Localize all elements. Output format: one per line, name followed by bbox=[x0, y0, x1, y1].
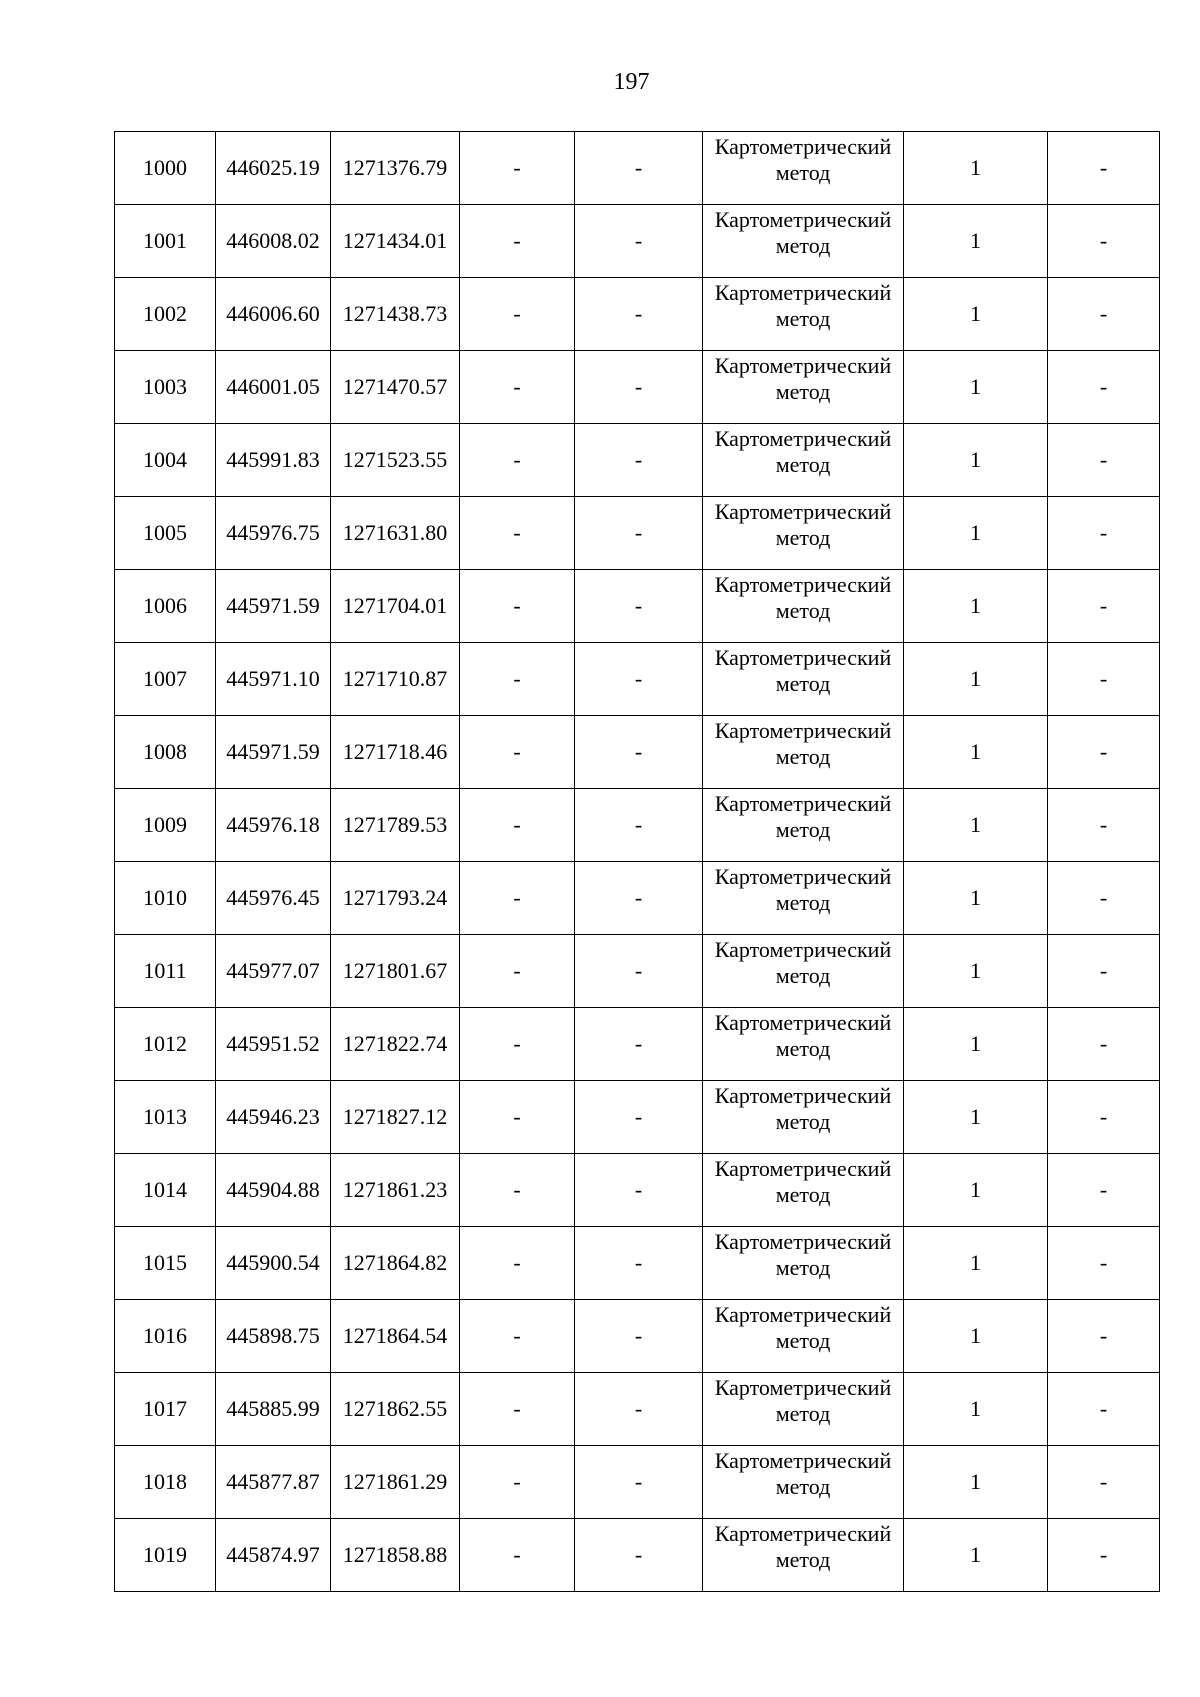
y-coordinate-cell: 1271822.74 bbox=[331, 1008, 460, 1081]
column-5-cell: - bbox=[575, 1446, 703, 1519]
y-coordinate-cell: 1271864.54 bbox=[331, 1300, 460, 1373]
method-line-1: Картометрический bbox=[714, 1302, 892, 1327]
column-8-cell: - bbox=[1048, 935, 1160, 1008]
column-8-cell: - bbox=[1048, 205, 1160, 278]
method-cell bbox=[703, 1446, 904, 1519]
method-line-1: Картометрический bbox=[714, 1521, 892, 1546]
table-row bbox=[115, 1300, 1160, 1373]
method-cell bbox=[703, 570, 904, 643]
method-line-1: Картометрический bbox=[714, 864, 892, 889]
method-line-2: метод bbox=[775, 525, 831, 550]
table-row bbox=[115, 1154, 1160, 1227]
column-8-cell: - bbox=[1048, 132, 1160, 205]
column-4-cell: - bbox=[460, 643, 575, 716]
method-line-2: метод bbox=[775, 233, 831, 258]
method-line-1: Картометрический bbox=[714, 937, 892, 962]
method-cell bbox=[703, 351, 904, 424]
method-line-1: Картометрический bbox=[714, 572, 892, 597]
column-8-cell: - bbox=[1048, 716, 1160, 789]
column-7-cell: 1 bbox=[904, 1227, 1048, 1300]
method-cell bbox=[703, 1008, 904, 1081]
method-line-1: Картометрический bbox=[714, 718, 892, 743]
method-cell bbox=[703, 1373, 904, 1446]
method-line-2: метод bbox=[775, 452, 831, 477]
column-4-cell: - bbox=[460, 1227, 575, 1300]
table-row bbox=[115, 132, 1160, 205]
column-4-cell: - bbox=[460, 497, 575, 570]
y-coordinate-cell: 1271376.79 bbox=[331, 132, 460, 205]
x-coordinate-cell: 445976.75 bbox=[216, 497, 331, 570]
method-cell bbox=[703, 1154, 904, 1227]
point-number-cell: 1017 bbox=[115, 1373, 216, 1446]
table-row bbox=[115, 497, 1160, 570]
point-number-cell: 1015 bbox=[115, 1227, 216, 1300]
x-coordinate-cell: 445904.88 bbox=[216, 1154, 331, 1227]
column-7-cell: 1 bbox=[904, 1008, 1048, 1081]
point-number-cell: 1001 bbox=[115, 205, 216, 278]
column-8-cell: - bbox=[1048, 643, 1160, 716]
column-5-cell: - bbox=[575, 1373, 703, 1446]
column-5-cell: - bbox=[575, 351, 703, 424]
y-coordinate-cell: 1271864.82 bbox=[331, 1227, 460, 1300]
method-line-1: Картометрический bbox=[714, 426, 892, 451]
method-line-2: метод bbox=[775, 160, 831, 185]
x-coordinate-cell: 445900.54 bbox=[216, 1227, 331, 1300]
column-4-cell: - bbox=[460, 1008, 575, 1081]
page-number: 197 bbox=[613, 69, 650, 95]
column-7-cell: 1 bbox=[904, 1154, 1048, 1227]
column-5-cell: - bbox=[575, 205, 703, 278]
method-line-1: Картометрический bbox=[714, 1083, 892, 1108]
column-7-cell: 1 bbox=[904, 278, 1048, 351]
table-row bbox=[115, 1227, 1160, 1300]
table-row bbox=[115, 205, 1160, 278]
column-5-cell: - bbox=[575, 1081, 703, 1154]
point-number-cell: 1012 bbox=[115, 1008, 216, 1081]
column-8-cell: - bbox=[1048, 278, 1160, 351]
method-cell bbox=[703, 132, 904, 205]
x-coordinate-cell: 446025.19 bbox=[216, 132, 331, 205]
y-coordinate-cell: 1271801.67 bbox=[331, 935, 460, 1008]
x-coordinate-cell: 445946.23 bbox=[216, 1081, 331, 1154]
method-cell bbox=[703, 497, 904, 570]
method-line-2: метод bbox=[775, 890, 831, 915]
method-line-1: Картометрический bbox=[714, 1375, 892, 1400]
column-8-cell: - bbox=[1048, 1446, 1160, 1519]
method-cell bbox=[703, 278, 904, 351]
y-coordinate-cell: 1271862.55 bbox=[331, 1373, 460, 1446]
column-7-cell: 1 bbox=[904, 1373, 1048, 1446]
y-coordinate-cell: 1271438.73 bbox=[331, 278, 460, 351]
x-coordinate-cell: 445951.52 bbox=[216, 1008, 331, 1081]
method-line-2: метод bbox=[775, 379, 831, 404]
x-coordinate-cell: 446008.02 bbox=[216, 205, 331, 278]
column-8-cell: - bbox=[1048, 497, 1160, 570]
x-coordinate-cell: 446006.60 bbox=[216, 278, 331, 351]
column-7-cell: 1 bbox=[904, 643, 1048, 716]
column-8-cell: - bbox=[1048, 1008, 1160, 1081]
column-4-cell: - bbox=[460, 789, 575, 862]
method-line-1: Картометрический bbox=[714, 791, 892, 816]
column-7-cell: 1 bbox=[904, 1300, 1048, 1373]
column-4-cell: - bbox=[460, 1081, 575, 1154]
method-line-2: метод bbox=[775, 1547, 831, 1572]
column-7-cell: 1 bbox=[904, 424, 1048, 497]
x-coordinate-cell: 445971.59 bbox=[216, 716, 331, 789]
column-4-cell: - bbox=[460, 716, 575, 789]
column-5-cell: - bbox=[575, 1519, 703, 1592]
point-number-cell: 1009 bbox=[115, 789, 216, 862]
table-row bbox=[115, 716, 1160, 789]
method-line-2: метод bbox=[775, 1474, 831, 1499]
method-line-1: Картометрический bbox=[714, 353, 892, 378]
method-line-1: Картометрический bbox=[714, 1229, 892, 1254]
column-5-cell: - bbox=[575, 1300, 703, 1373]
method-cell bbox=[703, 1227, 904, 1300]
method-line-2: метод bbox=[775, 598, 831, 623]
column-7-cell: 1 bbox=[904, 862, 1048, 935]
column-5-cell: - bbox=[575, 497, 703, 570]
x-coordinate-cell: 445885.99 bbox=[216, 1373, 331, 1446]
column-5-cell: - bbox=[575, 1154, 703, 1227]
column-4-cell: - bbox=[460, 1519, 575, 1592]
x-coordinate-cell: 445898.75 bbox=[216, 1300, 331, 1373]
table-row bbox=[115, 1373, 1160, 1446]
method-line-1: Картометрический bbox=[714, 280, 892, 305]
x-coordinate-cell: 446001.05 bbox=[216, 351, 331, 424]
table-row bbox=[115, 351, 1160, 424]
column-5-cell: - bbox=[575, 1008, 703, 1081]
column-5-cell: - bbox=[575, 935, 703, 1008]
y-coordinate-cell: 1271861.29 bbox=[331, 1446, 460, 1519]
table-row bbox=[115, 1519, 1160, 1592]
table-row bbox=[115, 278, 1160, 351]
method-line-1: Картометрический bbox=[714, 1448, 892, 1473]
method-cell bbox=[703, 1300, 904, 1373]
x-coordinate-cell: 445971.59 bbox=[216, 570, 331, 643]
method-line-2: метод bbox=[775, 1182, 831, 1207]
column-8-cell: - bbox=[1048, 1519, 1160, 1592]
point-number-cell: 1018 bbox=[115, 1446, 216, 1519]
column-5-cell: - bbox=[575, 1227, 703, 1300]
table-row bbox=[115, 424, 1160, 497]
table-row bbox=[115, 1446, 1160, 1519]
column-8-cell: - bbox=[1048, 351, 1160, 424]
method-line-1: Картометрический bbox=[714, 134, 892, 159]
x-coordinate-cell: 445877.87 bbox=[216, 1446, 331, 1519]
point-number-cell: 1010 bbox=[115, 862, 216, 935]
point-number-cell: 1014 bbox=[115, 1154, 216, 1227]
column-4-cell: - bbox=[460, 935, 575, 1008]
column-5-cell: - bbox=[575, 132, 703, 205]
table-row bbox=[115, 570, 1160, 643]
method-line-2: метод bbox=[775, 744, 831, 769]
column-7-cell: 1 bbox=[904, 497, 1048, 570]
method-cell bbox=[703, 935, 904, 1008]
method-line-2: метод bbox=[775, 817, 831, 842]
column-8-cell: - bbox=[1048, 570, 1160, 643]
column-5-cell: - bbox=[575, 789, 703, 862]
column-8-cell: - bbox=[1048, 424, 1160, 497]
column-7-cell: 1 bbox=[904, 205, 1048, 278]
y-coordinate-cell: 1271704.01 bbox=[331, 570, 460, 643]
method-cell bbox=[703, 1519, 904, 1592]
y-coordinate-cell: 1271861.23 bbox=[331, 1154, 460, 1227]
method-line-1: Картометрический bbox=[714, 499, 892, 524]
method-cell bbox=[703, 1081, 904, 1154]
column-7-cell: 1 bbox=[904, 351, 1048, 424]
column-8-cell: - bbox=[1048, 1227, 1160, 1300]
point-number-cell: 1011 bbox=[115, 935, 216, 1008]
method-cell bbox=[703, 205, 904, 278]
column-8-cell: - bbox=[1048, 1373, 1160, 1446]
column-5-cell: - bbox=[575, 278, 703, 351]
column-4-cell: - bbox=[460, 278, 575, 351]
table-body bbox=[115, 132, 1160, 1592]
method-line-2: метод bbox=[775, 1328, 831, 1353]
x-coordinate-cell: 445874.97 bbox=[216, 1519, 331, 1592]
point-number-cell: 1005 bbox=[115, 497, 216, 570]
point-number-cell: 1013 bbox=[115, 1081, 216, 1154]
column-5-cell: - bbox=[575, 862, 703, 935]
y-coordinate-cell: 1271523.55 bbox=[331, 424, 460, 497]
x-coordinate-cell: 445976.45 bbox=[216, 862, 331, 935]
x-coordinate-cell: 445971.10 bbox=[216, 643, 331, 716]
y-coordinate-cell: 1271710.87 bbox=[331, 643, 460, 716]
point-number-cell: 1000 bbox=[115, 132, 216, 205]
column-7-cell: 1 bbox=[904, 1081, 1048, 1154]
column-7-cell: 1 bbox=[904, 570, 1048, 643]
column-8-cell: - bbox=[1048, 1081, 1160, 1154]
column-7-cell: 1 bbox=[904, 716, 1048, 789]
method-line-2: метод bbox=[775, 1109, 831, 1134]
y-coordinate-cell: 1271470.57 bbox=[331, 351, 460, 424]
column-8-cell: - bbox=[1048, 1154, 1160, 1227]
y-coordinate-cell: 1271827.12 bbox=[331, 1081, 460, 1154]
x-coordinate-cell: 445977.07 bbox=[216, 935, 331, 1008]
method-line-1: Картометрический bbox=[714, 1010, 892, 1035]
column-4-cell: - bbox=[460, 205, 575, 278]
y-coordinate-cell: 1271793.24 bbox=[331, 862, 460, 935]
column-8-cell: - bbox=[1048, 789, 1160, 862]
table-row bbox=[115, 1008, 1160, 1081]
y-coordinate-cell: 1271631.80 bbox=[331, 497, 460, 570]
column-4-cell: - bbox=[460, 1373, 575, 1446]
y-coordinate-cell: 1271718.46 bbox=[331, 716, 460, 789]
point-number-cell: 1016 bbox=[115, 1300, 216, 1373]
column-7-cell: 1 bbox=[904, 132, 1048, 205]
column-7-cell: 1 bbox=[904, 789, 1048, 862]
point-number-cell: 1008 bbox=[115, 716, 216, 789]
x-coordinate-cell: 445991.83 bbox=[216, 424, 331, 497]
method-line-1: Картометрический bbox=[714, 207, 892, 232]
y-coordinate-cell: 1271434.01 bbox=[331, 205, 460, 278]
point-number-cell: 1004 bbox=[115, 424, 216, 497]
column-4-cell: - bbox=[460, 351, 575, 424]
method-line-1: Картометрический bbox=[714, 645, 892, 670]
method-line-2: метод bbox=[775, 1401, 831, 1426]
table-row bbox=[115, 862, 1160, 935]
point-number-cell: 1019 bbox=[115, 1519, 216, 1592]
column-8-cell: - bbox=[1048, 1300, 1160, 1373]
column-5-cell: - bbox=[575, 643, 703, 716]
method-cell bbox=[703, 643, 904, 716]
table-row bbox=[115, 935, 1160, 1008]
table-row bbox=[115, 789, 1160, 862]
column-5-cell: - bbox=[575, 570, 703, 643]
coordinates-table bbox=[114, 131, 1160, 1592]
column-4-cell: - bbox=[460, 1300, 575, 1373]
method-cell bbox=[703, 789, 904, 862]
point-number-cell: 1006 bbox=[115, 570, 216, 643]
method-line-2: метод bbox=[775, 671, 831, 696]
method-line-2: метод bbox=[775, 1255, 831, 1280]
method-line-2: метод bbox=[775, 963, 831, 988]
column-4-cell: - bbox=[460, 424, 575, 497]
y-coordinate-cell: 1271789.53 bbox=[331, 789, 460, 862]
x-coordinate-cell: 445976.18 bbox=[216, 789, 331, 862]
column-4-cell: - bbox=[460, 1446, 575, 1519]
column-7-cell: 1 bbox=[904, 935, 1048, 1008]
method-cell bbox=[703, 424, 904, 497]
column-7-cell: 1 bbox=[904, 1519, 1048, 1592]
method-cell bbox=[703, 862, 904, 935]
column-5-cell: - bbox=[575, 424, 703, 497]
table-row bbox=[115, 643, 1160, 716]
point-number-cell: 1007 bbox=[115, 643, 216, 716]
method-line-1: Картометрический bbox=[714, 1156, 892, 1181]
method-line-2: метод bbox=[775, 306, 831, 331]
method-line-2: метод bbox=[775, 1036, 831, 1061]
point-number-cell: 1002 bbox=[115, 278, 216, 351]
method-cell bbox=[703, 716, 904, 789]
column-4-cell: - bbox=[460, 862, 575, 935]
column-4-cell: - bbox=[460, 132, 575, 205]
column-7-cell: 1 bbox=[904, 1446, 1048, 1519]
point-number-cell: 1003 bbox=[115, 351, 216, 424]
column-4-cell: - bbox=[460, 1154, 575, 1227]
column-4-cell: - bbox=[460, 570, 575, 643]
y-coordinate-cell: 1271858.88 bbox=[331, 1519, 460, 1592]
column-8-cell: - bbox=[1048, 862, 1160, 935]
column-5-cell: - bbox=[575, 716, 703, 789]
table-row bbox=[115, 1081, 1160, 1154]
